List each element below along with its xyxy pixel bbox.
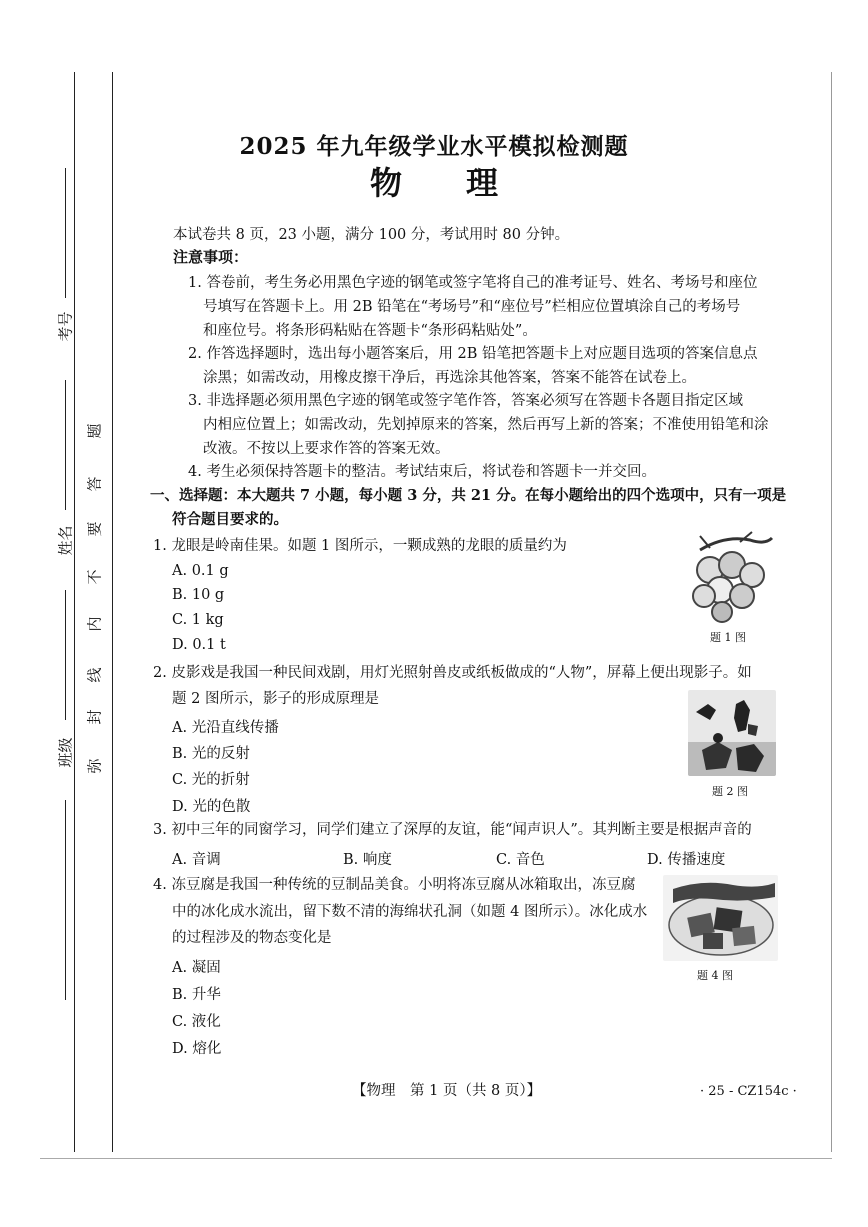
seal-char: 题 — [85, 423, 104, 439]
q4-option-d: D. 熔化 — [172, 1041, 222, 1057]
q1-option-b: B. 10 g — [172, 587, 225, 603]
q2-option-b: B. 光的反射 — [172, 746, 250, 762]
q4-option-c: C. 液化 — [172, 1014, 221, 1030]
note-3-line-1: 3. 非选择题必须用黑色字迹的钢笔或签字笔作答，答案必须写在答题卡各题目指定区域 — [188, 393, 743, 409]
right-border — [831, 72, 832, 1152]
q1-caption: 题 1 图 — [710, 631, 746, 644]
seal-char: 要 — [85, 521, 104, 537]
note-1-line-2: 号填写在答题卡上。用 2B 铅笔在“考场号”和“座位号”栏相应位置填涂自己的考场号 — [203, 299, 741, 315]
note-3-line-3: 改液。不按以上要求作答的答案无效。 — [203, 441, 450, 457]
shadow-puppet-image — [688, 690, 776, 776]
note-2-line-2: 涂黑；如需改动，用橡皮擦干净后，再选涂其他答案，答案不能答在试卷上。 — [203, 370, 696, 386]
exam-title: 2025 年九年级学业水平模拟检测题 — [239, 133, 629, 160]
class-blank — [65, 590, 66, 720]
q4-stem-line-3: 的过程涉及的物态变化是 — [172, 930, 332, 946]
bottom-border — [40, 1158, 832, 1159]
q1-option-d: D. 0.1 t — [172, 637, 226, 653]
q4-caption: 题 4 图 — [697, 969, 733, 982]
q2-option-c: C. 光的折射 — [172, 772, 250, 788]
q4-stem-line-1: 4. 冻豆腐是我国一种传统的豆制品美食。小明将冻豆腐从冰箱取出，冻豆腐 — [153, 877, 636, 893]
extra-blank — [65, 800, 66, 1000]
seal-char: 不 — [85, 569, 104, 585]
seal-char: 线 — [85, 667, 104, 683]
note-1-line-3: 和座位号。将条形码粘贴在答题卡“条形码粘贴处”。 — [203, 323, 537, 339]
note-1-line-1: 1. 答卷前，考生务必用黑色字迹的钢笔或签字笔将自己的准考证号、姓名、考场号和座位 — [188, 275, 758, 291]
class-label: 班级 — [56, 737, 75, 768]
q2-option-d: D. 光的色散 — [172, 799, 251, 815]
seal-char: 封 — [85, 709, 104, 725]
q2-stem-line-1: 2. 皮影戏是我国一种民间戏剧，用灯光照射兽皮或纸板做成的“人物”，屏幕上便出现影子。如 — [153, 665, 752, 681]
q4-stem-line-2: 中的冰化成水流出，留下数不清的海绵状孔洞（如题 4 图所示）。冰化成水 — [172, 904, 648, 920]
name-label: 姓名 — [56, 525, 75, 556]
binding-line-inner — [112, 72, 113, 1152]
q3-option-d: D. 传播速度 — [647, 852, 726, 868]
q2-caption: 题 2 图 — [712, 785, 748, 798]
q2-stem-line-2: 题 2 图所示，影子的形成原理是 — [172, 691, 379, 707]
q3-stem: 3. 初中三年的同窗学习，同学们建立了深厚的友谊，能“闻声识人”。其判断主要是根据声音的 — [153, 822, 752, 838]
exam-code: · 25 - CZ154c · — [700, 1084, 797, 1099]
binding-line-outer — [74, 72, 75, 1152]
longan-image — [680, 530, 776, 624]
exam-no-label: 考号 — [56, 311, 75, 342]
name-blank — [65, 380, 66, 510]
seal-char: 内 — [85, 616, 104, 632]
q3-option-b: B. 响度 — [343, 852, 392, 868]
q1-option-c: C. 1 kg — [172, 612, 224, 628]
notes-heading: 注意事项： — [173, 248, 249, 266]
q3-option-a: A. 音调 — [172, 852, 221, 868]
subject-title: 物 理 — [369, 164, 498, 202]
q1-option-a: A. 0.1 g — [172, 563, 229, 579]
page-footer: 【物理 第 1 页（共 8 页）】 — [352, 1083, 542, 1099]
section-heading-line-1: 一、选择题：本大题共 7 小题，每小题 3 分，共 21 分。在每小题给出的四个选项中，只有一项是 — [150, 487, 787, 504]
q4-option-b: B. 升华 — [172, 987, 221, 1003]
intro: 本试卷共 8 页，23 小题，满分 100 分，考试用时 80 分钟。 — [173, 227, 570, 243]
q1-stem: 1. 龙眼是岭南佳果。如题 1 图所示，一颗成熟的龙眼的质量约为 — [153, 538, 567, 554]
section-heading-line-2: 符合题目要求的。 — [172, 511, 288, 528]
note-4-line-1: 4. 考生必须保持答题卡的整洁。考试结束后，将试卷和答题卡一并交回。 — [188, 464, 656, 480]
seal-char: 弥 — [85, 758, 104, 774]
seal-char: 答 — [85, 476, 104, 492]
q4-option-a: A. 凝固 — [172, 960, 221, 976]
q3-option-c: C. 音色 — [496, 852, 545, 868]
note-2-line-1: 2. 作答选择题时，选出每小题答案后，用 2B 铅笔把答题卡上对应题目选项的答案信息点 — [188, 346, 758, 362]
note-3-line-2: 内相应位置上；如需改动，先划掉原来的答案，然后再写上新的答案；不准使用铅笔和涂 — [203, 417, 769, 433]
frozen-tofu-image — [663, 875, 778, 961]
q2-option-a: A. 光沿直线传播 — [172, 720, 279, 736]
